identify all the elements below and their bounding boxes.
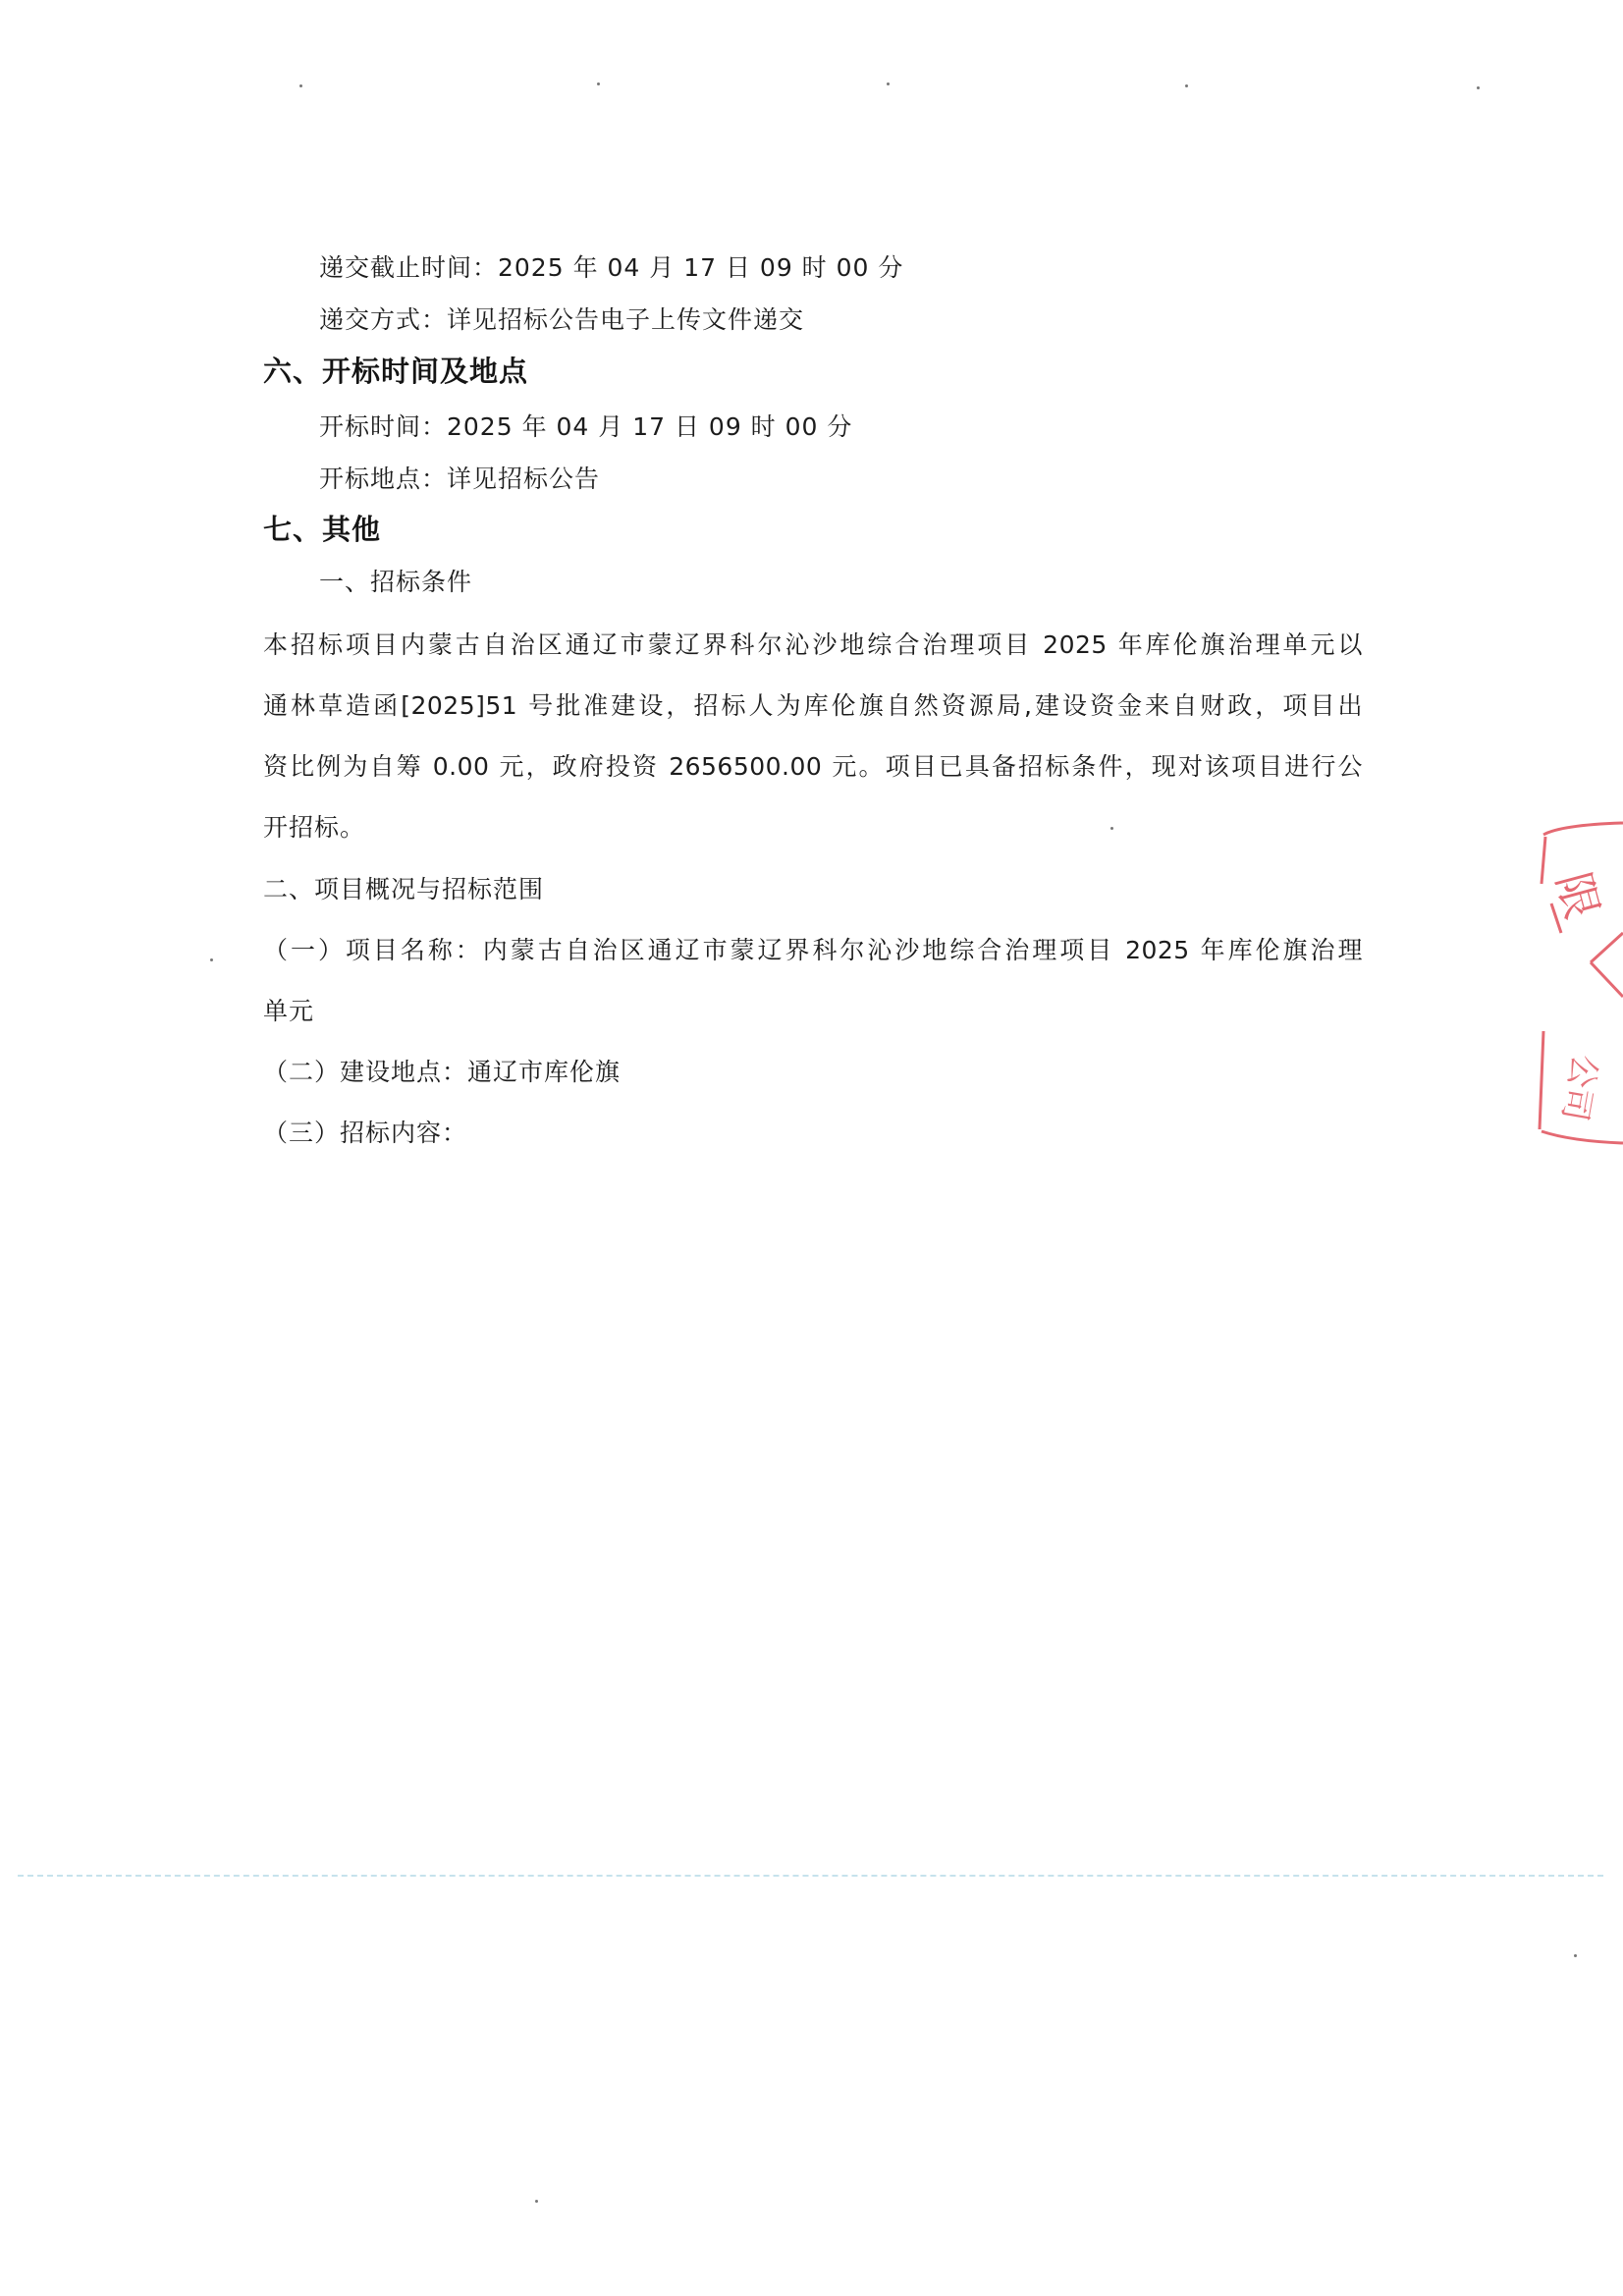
scan-speck: [210, 958, 213, 961]
item3-line: （三）招标内容：: [263, 1119, 468, 1147]
scan-speck: [1110, 827, 1113, 830]
scan-fold-line: [18, 1875, 1603, 1877]
item1-line: （一）项目名称：内蒙古自治区通辽市蒙辽界科尔沁沙地综合治理项目 2025 年库伦旗治理: [263, 936, 1363, 964]
opening-place-line: 开标地点：详见招标公告: [319, 465, 601, 493]
sub1-heading: 一、招标条件: [319, 568, 473, 596]
para1-line: 本招标项目内蒙古自治区通辽市蒙辽界科尔沁沙地综合治理项目 2025 年库伦旗治理单元以: [263, 630, 1363, 659]
seal-character: 限: [1545, 866, 1609, 925]
scan-speck: [1477, 86, 1480, 89]
company-seal-stamp: [1532, 815, 1623, 1149]
para1-line: 通林草造函[2025]51 号批准建设，招标人为库伦旗自然资源局,建设资金来自财政，项目出: [263, 691, 1363, 720]
section7-heading: 七、其他: [263, 513, 382, 546]
opening-time-line: 开标时间：2025 年 04 月 17 日 09 时 00 分: [319, 412, 853, 441]
para1-line: 开招标。: [263, 813, 366, 842]
deadline-line: 递交截止时间：2025 年 04 月 17 日 09 时 00 分: [319, 253, 904, 282]
scan-speck: [597, 82, 600, 85]
submission-method-line: 递交方式：详见招标公告电子上传文件递交: [319, 305, 805, 334]
section6-heading: 六、开标时间及地点: [263, 355, 529, 388]
seal-character: 公司: [1553, 1051, 1605, 1124]
scan-speck: [535, 2200, 538, 2203]
scan-speck: [1574, 1954, 1577, 1957]
scan-speck: [299, 84, 302, 87]
item2-line: （二）建设地点：通辽市库伦旗: [263, 1058, 622, 1086]
sub2-heading: 二、项目概况与招标范围: [263, 875, 545, 903]
para1-line: 资比例为自筹 0.00 元，政府投资 2656500.00 元。项目已具备招标条件，现对该项目进行公: [263, 752, 1363, 781]
scan-speck: [887, 82, 890, 85]
scan-speck: [1185, 84, 1188, 87]
item1-line: 单元: [263, 997, 315, 1025]
